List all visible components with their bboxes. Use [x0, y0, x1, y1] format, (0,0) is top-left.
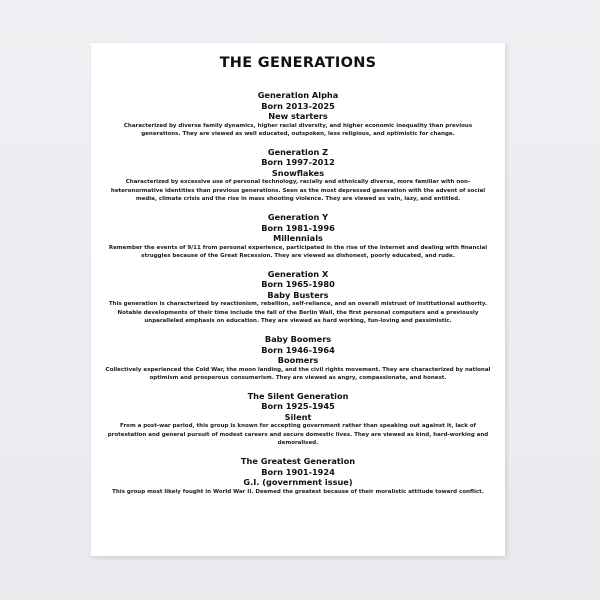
generation-nickname: Snowflakes: [271, 167, 325, 178]
generation-description: Collectively experienced the Cold War, the moon landing, and the civil rights movement. They are characterized by national optimism and prosperous consumerism. They are viewed as angry, compassionate, and honest.: [105, 366, 491, 381]
silent-generation-section: [101, 391, 495, 447]
generation-description: Characterized by excessive use of personal technology, racially and ethnically diverse, more familiar with non-heteronormative identities than previous generations. Seen as the most depressed generation with the advent of social media, climate crisis and the rise in mass shooting violence. They are viewed as vain, lazy, and entitled.: [110, 179, 486, 202]
generation-born: Born 1901-1924: [261, 466, 335, 477]
generation-born: Born 1925-1945: [261, 401, 335, 412]
generation-born: Born 2013-2025: [261, 100, 335, 111]
generation-name: The Silent Generation: [247, 390, 349, 401]
generation-description: Characterized by diverse family dynamics, higher racial diversity, and higher economic inequality than previous generations. They are viewed as well educated, outspoken, less religious, and optimistic for change.: [123, 122, 473, 137]
generation-name: Generation Alpha: [257, 90, 339, 100]
generation-nickname: Millennials: [273, 233, 323, 244]
baby-boomers-section: [101, 334, 495, 382]
greatest-generation-section: [101, 456, 495, 496]
generation-name: Baby Boomers: [264, 334, 332, 345]
poster-title: THE GENERATIONS: [219, 55, 377, 71]
generation-description: This group most likely fought in World War II. Deemed the greatest because of their moralistic attitude toward conflict.: [112, 488, 484, 495]
generation-nickname: Baby Busters: [267, 289, 329, 300]
generation-z-section: [101, 147, 495, 203]
generation-nickname: Boomers: [277, 355, 319, 366]
generation-name: Generation Y: [267, 212, 329, 223]
generation-nickname: Silent: [284, 411, 312, 422]
poster: [91, 43, 505, 556]
generation-description: From a post-war period, this group is known for accepting government rather than speaking out against it, lack of protestation and general pursuit of modest careers and secure domestic lives. They are viewed as kind, hard-working and demoralised.: [107, 423, 489, 446]
generation-description: Remember the events of 9/11 from personal experience, participated in the rise of the internet and dealing with financial struggles because of the Great Recession. They are viewed as dishonest, poorly educated, and rude.: [108, 244, 488, 259]
generation-nickname: New starters: [268, 111, 328, 121]
generation-x-section: [101, 269, 495, 325]
generation-born: Born 1946-1964: [261, 344, 335, 355]
generation-name: Generation Z: [267, 146, 329, 157]
generation-born: Born 1997-2012: [261, 157, 335, 168]
generation-y-section: [101, 212, 495, 260]
generation-name: Generation X: [267, 268, 329, 279]
generation-nickname: G.I. (government issue): [243, 477, 353, 488]
generation-born: Born 1981-1996: [261, 222, 335, 233]
generation-alpha-section: [101, 90, 495, 138]
generation-description: This generation is characterized by reactionism, rebellion, self-reliance, and an overall mistrust of institutional authority. Notable developments of their time include the fall of the Berlin Wall, the first personal computers and a previously unparalleled emphasis on education. They are viewed as hard working, fun-loving and pessimistic.: [108, 301, 488, 324]
generation-born: Born 1965-1980: [261, 279, 335, 290]
generation-name: The Greatest Generation: [240, 456, 356, 467]
